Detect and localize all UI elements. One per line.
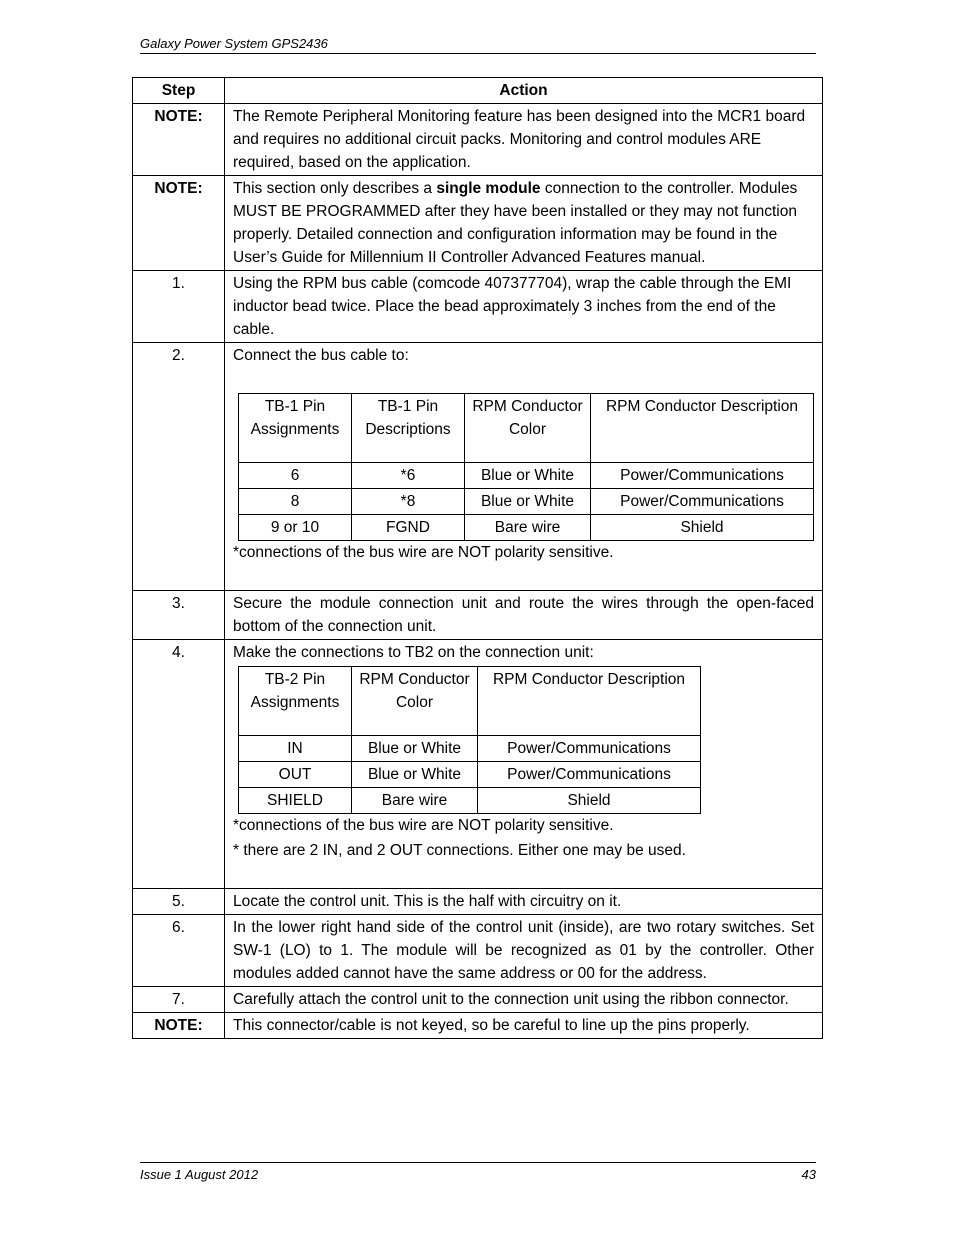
action-cell: Secure the module connection unit and route the wires through the open-faced bottom of the connection unit.: [225, 591, 823, 640]
sub-cell: Power/Communications: [591, 463, 814, 489]
table-row: [133, 640, 823, 889]
step-cell: 3.: [133, 591, 225, 640]
sub-cell: Blue or White: [352, 762, 478, 788]
step-cell: 1.: [133, 271, 225, 343]
action-cell: Using the RPM bus cable (comcode 407377704), wrap the cable through the EMI inductor bead twice. Place the bead approximately 3 inches from the end of the cable.: [225, 271, 823, 343]
step-cell: NOTE:: [133, 104, 225, 176]
page-number: 43: [801, 1167, 816, 1182]
sub-table-row: [239, 736, 701, 762]
table-row: [133, 1013, 823, 1039]
action-cell: In the lower right hand side of the control unit (inside), are two rotary switches. Set SW-1 (LO) to 1. The module will be recognized as 01 by the controller. Other modules added cannot have the same address or 00 for the address.: [225, 915, 823, 987]
tb2-pin-table: [238, 666, 701, 814]
sub-table-row: [239, 515, 814, 541]
sub-table-header: [239, 394, 814, 463]
step-cell: 2.: [133, 343, 225, 591]
sub-cell: SHIELD: [239, 788, 352, 814]
step-cell: 7.: [133, 987, 225, 1013]
action-header: Action: [225, 78, 823, 104]
sub-cell: 9 or 10: [239, 515, 352, 541]
table-row: [133, 176, 823, 271]
sub-cell: Shield: [478, 788, 701, 814]
action-cell: Carefully attach the control unit to the connection unit using the ribbon connector.: [225, 987, 823, 1013]
step-cell: 4.: [133, 640, 225, 889]
issue-date: Issue 1 August 2012: [140, 1167, 259, 1182]
table-header-row: [133, 78, 823, 104]
sub-cell: *6: [352, 463, 465, 489]
sub-header-cell: RPM Conductor Color: [352, 667, 478, 736]
action-text: connection to the controller. Modules MUST BE PROGRAMMED after they have been installed or they may not function properly. Detailed connection and configuration information may be found in the User’s Guide for Millennium II Controller Advanced Features manual.: [233, 180, 798, 266]
table-row: [133, 591, 823, 640]
action-cell: Locate the control unit. This is the half with circuitry on it.: [225, 889, 823, 915]
page-footer: [140, 1162, 816, 1182]
action-text: This section only describes a: [233, 180, 437, 197]
page-header: [140, 36, 816, 54]
action-cell: The Remote Peripheral Monitoring feature has been designed into the MCR1 board and requires no additional circuit packs. Monitoring and control modules ARE required, based on the application.: [225, 104, 823, 176]
sub-cell: Power/Communications: [478, 736, 701, 762]
action-cell: [225, 343, 823, 591]
procedure-table: [132, 77, 823, 1039]
action-cell: This connector/cable is not keyed, so be careful to line up the pins properly.: [225, 1013, 823, 1039]
step-cell: NOTE:: [133, 1013, 225, 1039]
sub-header-cell: RPM Conductor Color: [465, 394, 591, 463]
sub-cell: Bare wire: [352, 788, 478, 814]
sub-cell: FGND: [352, 515, 465, 541]
table-row: [133, 104, 823, 176]
step-cell: 5.: [133, 889, 225, 915]
sub-cell: Blue or White: [465, 463, 591, 489]
sub-table-row: [239, 463, 814, 489]
action-cell: [225, 640, 823, 889]
tb1-pin-table: [238, 393, 814, 541]
sub-table-row: [239, 762, 701, 788]
sub-header-cell: RPM Conductor Description: [478, 667, 701, 736]
document-title: Galaxy Power System GPS2436: [140, 36, 328, 51]
step-cell: 6.: [133, 915, 225, 987]
table-row: [133, 343, 823, 591]
sub-table-header: [239, 667, 701, 736]
sub-header-cell: RPM Conductor Description: [591, 394, 814, 463]
step-header: Step: [133, 78, 225, 104]
sub-cell: Power/Communications: [478, 762, 701, 788]
sub-cell: OUT: [239, 762, 352, 788]
sub-cell: Bare wire: [465, 515, 591, 541]
polarity-note: *connections of the bus wire are NOT polarity sensitive.: [233, 544, 614, 561]
sub-header-cell: TB-1 Pin Assignments: [239, 394, 352, 463]
sub-header-cell: TB-1 Pin Descriptions: [352, 394, 465, 463]
sub-cell: Blue or White: [352, 736, 478, 762]
step-cell: NOTE:: [133, 176, 225, 271]
action-text: Make the connections to TB2 on the connection unit:: [233, 644, 594, 661]
action-cell: [225, 176, 823, 271]
table-row: [133, 271, 823, 343]
sub-cell: IN: [239, 736, 352, 762]
sub-cell: Power/Communications: [591, 489, 814, 515]
action-text: Connect the bus cable to:: [233, 347, 409, 364]
sub-table-row: [239, 788, 701, 814]
polarity-note: *connections of the bus wire are NOT polarity sensitive.: [233, 817, 614, 834]
sub-cell: 6: [239, 463, 352, 489]
table-row: [133, 889, 823, 915]
table-row: [133, 987, 823, 1013]
sub-table-row: [239, 489, 814, 515]
emphasis-text: single module: [436, 180, 541, 197]
sub-header-cell: TB-2 Pin Assignments: [239, 667, 352, 736]
sub-cell: 8: [239, 489, 352, 515]
sub-cell: Shield: [591, 515, 814, 541]
table-row: [133, 915, 823, 987]
sub-cell: *8: [352, 489, 465, 515]
connections-note: * there are 2 IN, and 2 OUT connections. Either one may be used.: [233, 842, 686, 859]
sub-cell: Blue or White: [465, 489, 591, 515]
